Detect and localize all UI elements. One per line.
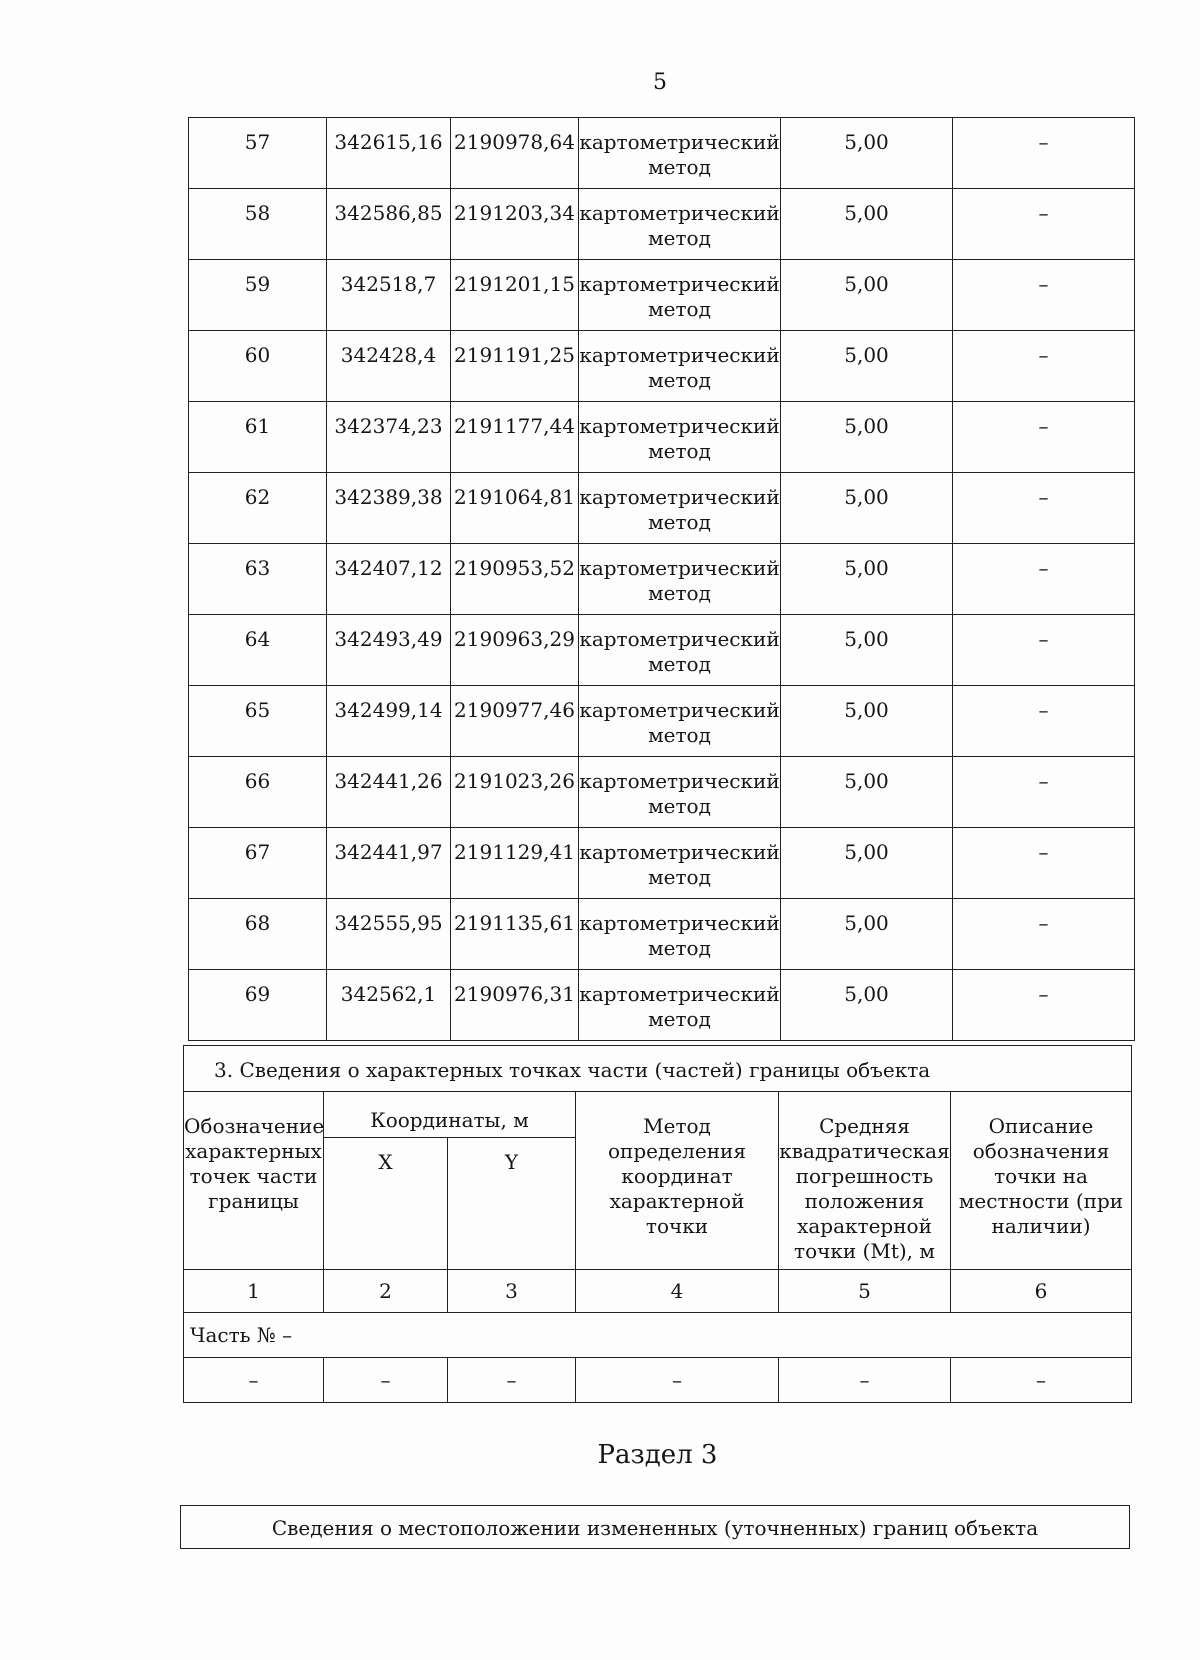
page-number: 5 <box>653 70 667 95</box>
column-number: 6 <box>951 1270 1132 1313</box>
table-row <box>189 757 1135 828</box>
method-cell <box>579 260 781 331</box>
mt-value: 5,00 <box>781 331 953 402</box>
point-id: 65 <box>189 686 327 757</box>
point-id: 57 <box>189 118 327 189</box>
method-text: метод <box>648 581 711 605</box>
description: – <box>953 331 1135 402</box>
method-text: метод <box>648 439 711 463</box>
method-text: картометрический <box>579 414 780 438</box>
method-cell <box>579 189 781 260</box>
column-number: 2 <box>324 1270 448 1313</box>
coord-y: 2190977,46 <box>451 686 579 757</box>
empty-cell: – <box>779 1358 951 1403</box>
coord-y: 2191201,15 <box>451 260 579 331</box>
description: – <box>953 757 1135 828</box>
method-cell <box>579 686 781 757</box>
mt-value: 5,00 <box>781 402 953 473</box>
mt-value: 5,00 <box>781 757 953 828</box>
method-text: картометрический <box>579 627 780 651</box>
table-row <box>189 899 1135 970</box>
column-number: 4 <box>576 1270 779 1313</box>
point-id: 68 <box>189 899 327 970</box>
mt-value: 5,00 <box>781 828 953 899</box>
empty-cell: – <box>448 1358 576 1403</box>
method-text: картометрический <box>579 698 780 722</box>
method-text: метод <box>648 510 711 534</box>
method-text: картометрический <box>579 201 780 225</box>
method-cell <box>579 899 781 970</box>
coord-x: 342441,97 <box>327 828 451 899</box>
description: – <box>953 970 1135 1041</box>
description: – <box>953 473 1135 544</box>
method-text: картометрический <box>579 556 780 580</box>
header-designation: Обозначение характерных точек части границы <box>184 1092 324 1270</box>
point-id: 62 <box>189 473 327 544</box>
point-id: 58 <box>189 189 327 260</box>
point-id: 69 <box>189 970 327 1041</box>
coord-x: 342374,23 <box>327 402 451 473</box>
method-text: метод <box>648 652 711 676</box>
part-label: Часть № – <box>184 1313 1132 1358</box>
table-row <box>189 686 1135 757</box>
table-row <box>189 615 1135 686</box>
coord-x: 342441,26 <box>327 757 451 828</box>
empty-cell: – <box>951 1358 1132 1403</box>
header-description: Описание обозначения точки на местности (при наличии) <box>951 1092 1132 1270</box>
method-text: метод <box>648 155 711 179</box>
mt-value: 5,00 <box>781 260 953 331</box>
coord-y: 2190976,31 <box>451 970 579 1041</box>
header-method: Метод определения координат характерной точки <box>576 1092 779 1270</box>
coord-x: 342518,7 <box>327 260 451 331</box>
coord-y: 2191135,61 <box>451 899 579 970</box>
description: – <box>953 118 1135 189</box>
mt-value: 5,00 <box>781 686 953 757</box>
method-text: картометрический <box>579 911 780 935</box>
description: – <box>953 544 1135 615</box>
header-x: X <box>324 1138 448 1270</box>
coord-x: 342499,14 <box>327 686 451 757</box>
table-row <box>189 970 1135 1041</box>
table-row <box>189 260 1135 331</box>
method-text: метод <box>648 794 711 818</box>
coord-y: 2191129,41 <box>451 828 579 899</box>
method-cell <box>579 828 781 899</box>
description: – <box>953 402 1135 473</box>
coord-y: 2191203,34 <box>451 189 579 260</box>
method-text: картометрический <box>579 840 780 864</box>
mt-value: 5,00 <box>781 615 953 686</box>
coord-y: 2191191,25 <box>451 331 579 402</box>
coord-y: 2191177,44 <box>451 402 579 473</box>
mt-value: 5,00 <box>781 189 953 260</box>
points-table <box>188 117 1135 1041</box>
method-text: картометрический <box>579 130 780 154</box>
table-row <box>189 331 1135 402</box>
method-cell <box>579 402 781 473</box>
method-cell <box>579 970 781 1041</box>
description: – <box>953 189 1135 260</box>
point-id: 61 <box>189 402 327 473</box>
mt-value: 5,00 <box>781 899 953 970</box>
method-text: метод <box>648 1007 711 1031</box>
description: – <box>953 899 1135 970</box>
coord-y: 2190953,52 <box>451 544 579 615</box>
table-row <box>189 118 1135 189</box>
part-points-table <box>183 1045 1132 1403</box>
point-id: 59 <box>189 260 327 331</box>
description: – <box>953 686 1135 757</box>
method-text: картометрический <box>579 769 780 793</box>
coord-x: 342586,85 <box>327 189 451 260</box>
mt-value: 5,00 <box>781 970 953 1041</box>
table-row <box>189 189 1135 260</box>
mt-value: 5,00 <box>781 473 953 544</box>
description: – <box>953 828 1135 899</box>
method-cell <box>579 544 781 615</box>
header-mt: Средняя квадратическая погрешность положения характерной точки (Mt), м <box>779 1092 951 1270</box>
method-text: метод <box>648 723 711 747</box>
method-cell <box>579 473 781 544</box>
empty-cell: – <box>324 1358 448 1403</box>
method-text: метод <box>648 936 711 960</box>
column-number: 3 <box>448 1270 576 1313</box>
table-row <box>189 402 1135 473</box>
method-text: картометрический <box>579 272 780 296</box>
table-row <box>189 828 1135 899</box>
column-number: 1 <box>184 1270 324 1313</box>
point-id: 67 <box>189 828 327 899</box>
method-cell <box>579 615 781 686</box>
description: – <box>953 615 1135 686</box>
method-text: картометрический <box>579 343 780 367</box>
coord-x: 342407,12 <box>327 544 451 615</box>
coord-y: 2190978,64 <box>451 118 579 189</box>
info-box: Сведения о местоположении измененных (уточненных) границ объекта <box>180 1505 1130 1549</box>
coord-x: 342428,4 <box>327 331 451 402</box>
point-id: 60 <box>189 331 327 402</box>
point-id: 64 <box>189 615 327 686</box>
section-3-title: 3. Сведения о характерных точках части (частей) границы объекта <box>184 1046 1132 1092</box>
point-id: 63 <box>189 544 327 615</box>
method-cell <box>579 331 781 402</box>
method-cell <box>579 757 781 828</box>
table-row <box>189 473 1135 544</box>
header-y: Y <box>448 1138 576 1270</box>
empty-cell: – <box>576 1358 779 1403</box>
table-row <box>189 544 1135 615</box>
description: – <box>953 260 1135 331</box>
empty-cell: – <box>184 1358 324 1403</box>
method-text: метод <box>648 865 711 889</box>
coord-x: 342493,49 <box>327 615 451 686</box>
coord-y: 2191023,26 <box>451 757 579 828</box>
coord-x: 342555,95 <box>327 899 451 970</box>
method-text: метод <box>648 297 711 321</box>
method-text: картометрический <box>579 485 780 509</box>
coord-y: 2191064,81 <box>451 473 579 544</box>
method-text: метод <box>648 226 711 250</box>
method-text: картометрический <box>579 982 780 1006</box>
point-id: 66 <box>189 757 327 828</box>
method-cell <box>579 118 781 189</box>
coord-x: 342389,38 <box>327 473 451 544</box>
mt-value: 5,00 <box>781 118 953 189</box>
coord-y: 2190963,29 <box>451 615 579 686</box>
column-number: 5 <box>779 1270 951 1313</box>
mt-value: 5,00 <box>781 544 953 615</box>
coord-x: 342615,16 <box>327 118 451 189</box>
section-heading: Раздел 3 <box>597 1440 718 1470</box>
method-text: метод <box>648 368 711 392</box>
coord-x: 342562,1 <box>327 970 451 1041</box>
header-coordinates: Координаты, м <box>324 1092 576 1138</box>
